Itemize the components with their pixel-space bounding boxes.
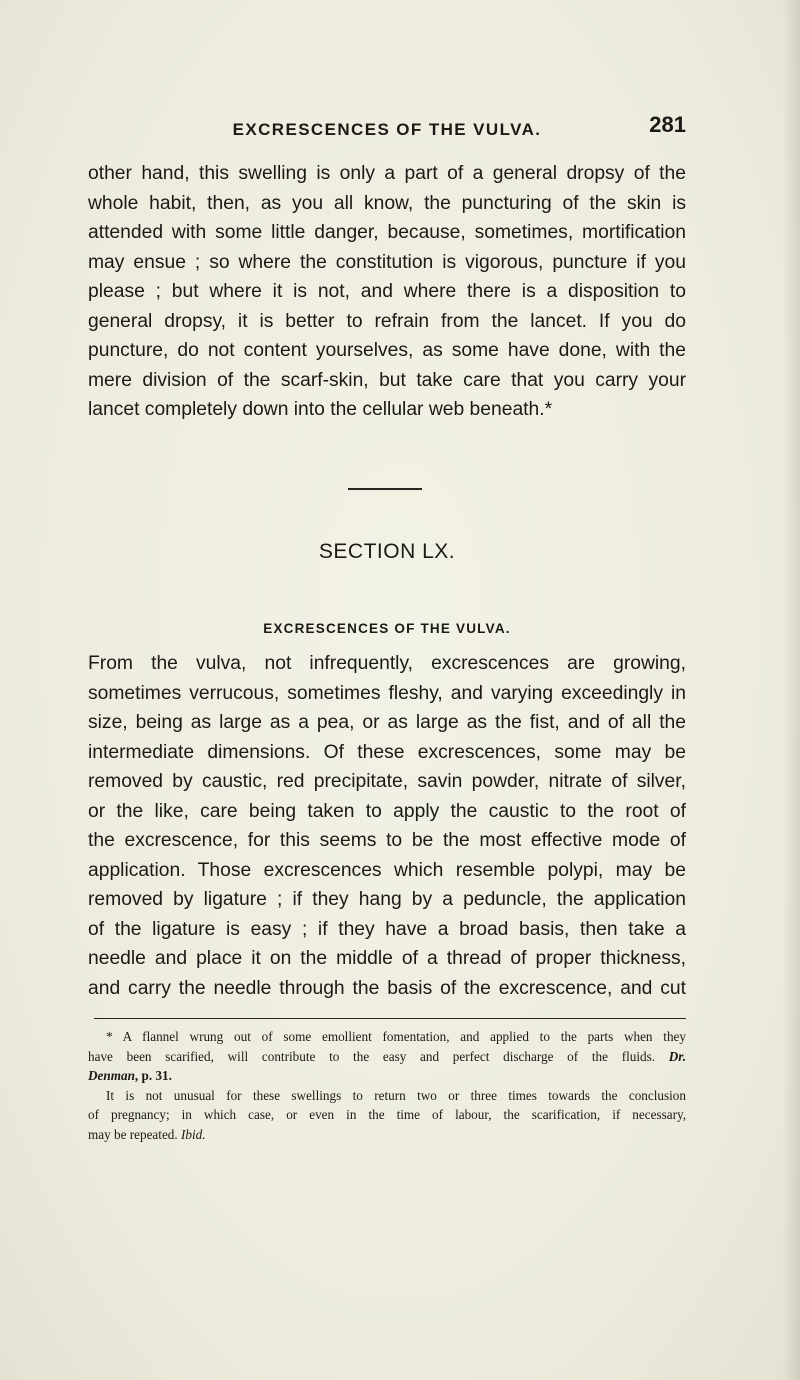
footnote-citation: Ibid. [181,1126,206,1142]
text-line: mere division of the scarf-skin, but take care that you carry your [88,369,686,391]
footnote-text: may be repeated. [88,1126,178,1142]
footnote-rule [94,1018,686,1019]
running-head [90,112,684,142]
footnote-line [88,1047,686,1067]
section-subheading: EXCRESCENCES OF THE VULVA. [263,621,511,636]
footnote-citation-page: , p. 31. [134,1068,172,1084]
text-line: whole habit, then, as you all know, the puncturing of the skin is [88,192,686,214]
text-line: may ensue ; so where the constitution is vigorous, puncture if you [88,251,686,273]
text-line: the excrescence, for this seems to be the most effective mode of [88,830,686,851]
page-number: 281 [649,112,686,137]
text-line: removed by caustic, red precipitate, savin powder, nitrate of silver, [88,771,686,792]
text-line: sometimes verrucous, sometimes fleshy, and varying exceedingly in [88,682,686,704]
text-line: needle and place it on the middle of a thread of proper thickness, [88,948,686,969]
text-line: puncture, do not content yourselves, as some have done, with the [88,340,686,361]
text-line: other hand, this swelling is only a part of a general dropsy of the [88,163,686,184]
text-line: size, being as large as a pea, or as large as the fist, and of all the [88,712,686,733]
text-line: or the like, care being taken to apply the caustic to the root of [88,800,686,822]
section-paragraph [88,649,686,1003]
text-line: lancet completely down into the cellular web beneath.* [88,399,553,420]
text-line: attended with some little danger, because, sometimes, mortification [88,222,686,243]
section-divider-rule [348,488,422,490]
paragraph-continued [88,159,686,425]
section-heading: SECTION LX. [318,540,456,563]
footnote-line: * A flannel wrung out of some emollient fomentation, and applied to the parts when they [106,1029,686,1044]
text-line: please ; but where it is not, and where there is a disposition to [88,281,686,302]
text-line: removed by ligature ; if they hang by a peduncle, the application [88,889,686,910]
page-edge-shadow [782,0,800,1380]
footnote-text: have been scarified, will contribute to the easy and perfect discharge of the fluids. [88,1048,656,1064]
footnote-line [88,1125,686,1145]
footnote-line: of pregnancy; in which case, or even in the time of labour, the scarification, if necessary, [88,1107,686,1123]
text-line: and carry the needle through the basis of the excrescence, and cut [88,977,686,999]
text-line: of the ligature is easy ; if they have a broad basis, then take a [88,918,686,940]
text-line: intermediate dimensions. Of these excrescences, some may be [88,741,686,763]
running-head-title: EXCRESCENCES OF THE VULVA. [232,120,542,139]
footnote-line: It is not unusual for these swellings to return two or three times towards the conclusion [106,1087,686,1103]
text-line: application. Those excrescences which resemble polypi, may be [88,859,686,881]
footnote-citation: Dr. [668,1048,686,1064]
text-line: general dropsy, it is better to refrain from the lancet. If you do [88,310,686,332]
footnotes [88,1027,686,1145]
footnote-line [88,1066,686,1086]
text-line: From the vulva, not infrequently, excrescences are growing, [88,653,686,674]
footnote-citation-name: Denman [88,1068,135,1084]
